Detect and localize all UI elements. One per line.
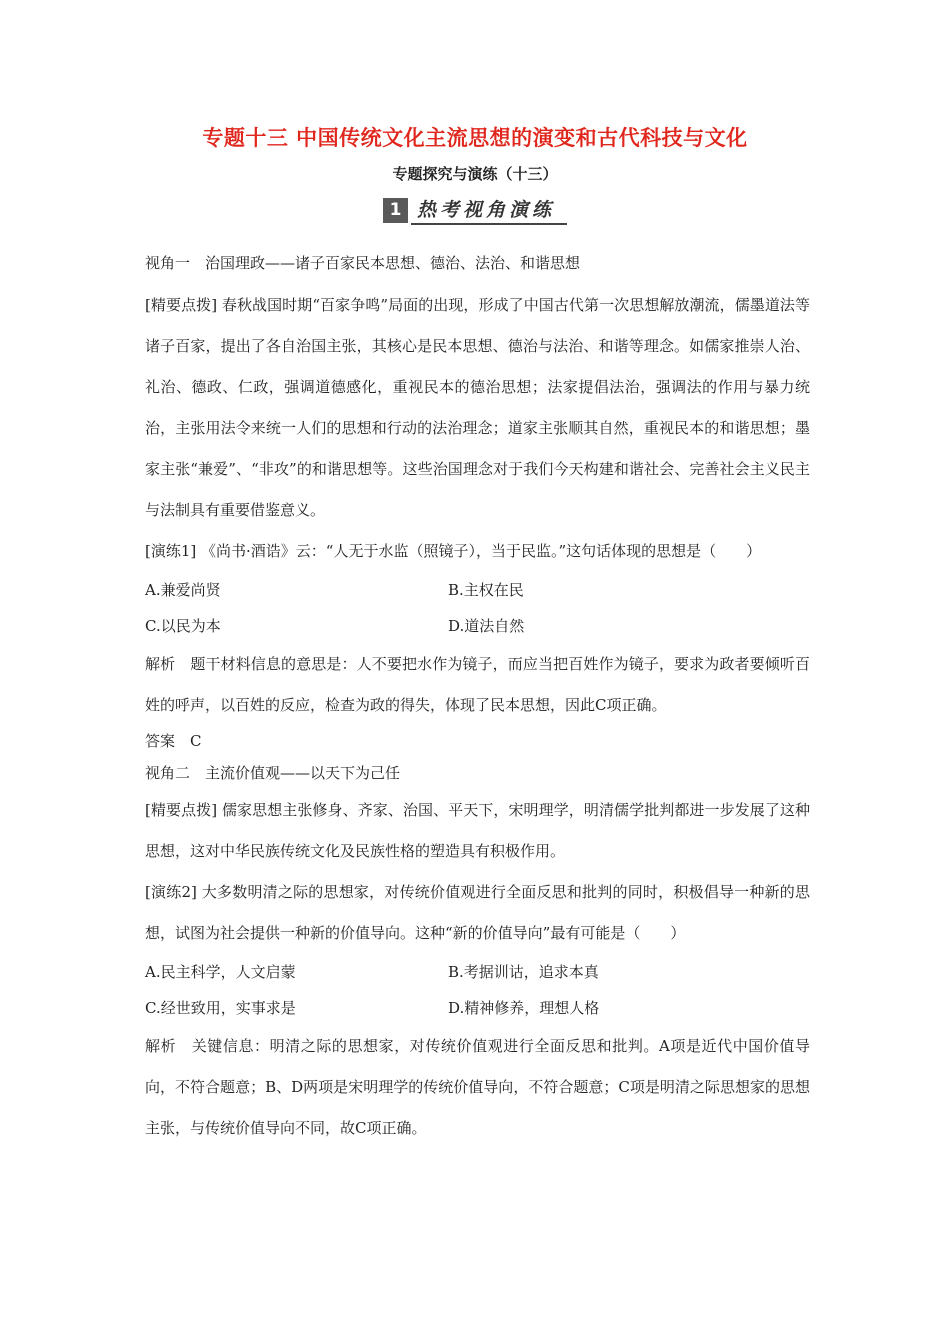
section1-heading: 视角一 治国理政——诸子百家民本思想、德治、法治、和谐思想 [145,254,581,272]
question2-option-a: A.民主科学，人文启蒙 [145,963,296,981]
question1-options-row1 [145,572,810,608]
question1-option-a: A.兼爱尚贤 [145,581,221,599]
banner-underline [411,223,567,225]
question1-analysis: 解析 题干材料信息的意思是：人不要把水作为镜子，而应当把百姓作为镜子，要求为政者要倾听百姓的呼声，以百姓的反应，检查为政的得失，体现了民本思想，因此C项正确。 [145,655,810,714]
question1-option-c: C.以民为本 [145,617,221,635]
section-banner [383,198,568,225]
question2-option-b: B.考据训诂，追求本真 [448,963,599,981]
question2: [演练2] 大多数明清之际的思想家，对传统价值观进行全面反思和批判的同时，积极倡导一种新的思想，试图为社会提供一种新的价值导向。这种“新的价值导向”最有可能是（ ） [145,883,810,942]
question1-options-row2 [145,608,810,644]
question2-options-row2 [145,990,810,1026]
question2-analysis: 解析 关键信息：明清之际的思想家，对传统价值观进行全面反思和批判。A项是近代中国价值导向，不符合题意；B、D两项是宋明理学的传统价值导向，不符合题意；C项是明清之际思想家的思想主张，与传统价值导向不同，故C项正确。 [145,1037,810,1137]
question2-option-d: D.精神修养，理想人格 [448,999,600,1017]
section2-heading: 视角二 主流价值观——以天下为己任 [145,764,401,782]
section1-point: [精要点拨] 春秋战国时期“百家争鸣”局面的出现，形成了中国古代第一次思想解放潮流，儒墨道法等诸子百家，提出了各自治国主张，其核心是民本思想、德治与法治、和谐等理念。如儒家推崇人治、礼治、德政、仁政，强调道德感化，重视民本的德治思想；法家提倡法治，强调法的作用与暴力统治，主张用法令来统一人们的思想和行动的法治理念；道家主张顺其自然，重视民本的和谐思想；墨家主张“兼爱”、“非攻”的和谐思想等。这些治国理念对于我们今天构建和谐社会、完善社会主义民主与法制具有重要借鉴意义。 [145,296,810,519]
main-content [145,250,810,1149]
question1-answer: 答案 C [145,732,202,750]
document-subtitle: 专题探究与演练（十三） [392,165,558,183]
document-title: 专题十三 中国传统文化主流思想的演变和古代科技与文化 [202,125,748,150]
question1-option-b: B.主权在民 [448,581,524,599]
question1: [演练1] 《尚书·酒诰》云：“人无于水监（照镜子），当于民监。”这句话体现的思想是（ ） [145,542,762,560]
banner-text: 热考视角演练 [417,199,556,221]
banner-number: 1 [383,198,408,223]
section2-point: [精要点拨] 儒家思想主张修身、齐家、治国、平天下，宋明理学，明清儒学批判都进一步发展了这种思想，这对中华民族传统文化及民族性格的塑造具有积极作用。 [145,801,810,860]
question2-option-c: C.经世致用，实事求是 [145,999,296,1017]
question1-option-d: D.道法自然 [448,617,525,635]
question2-options-row1 [145,954,810,990]
